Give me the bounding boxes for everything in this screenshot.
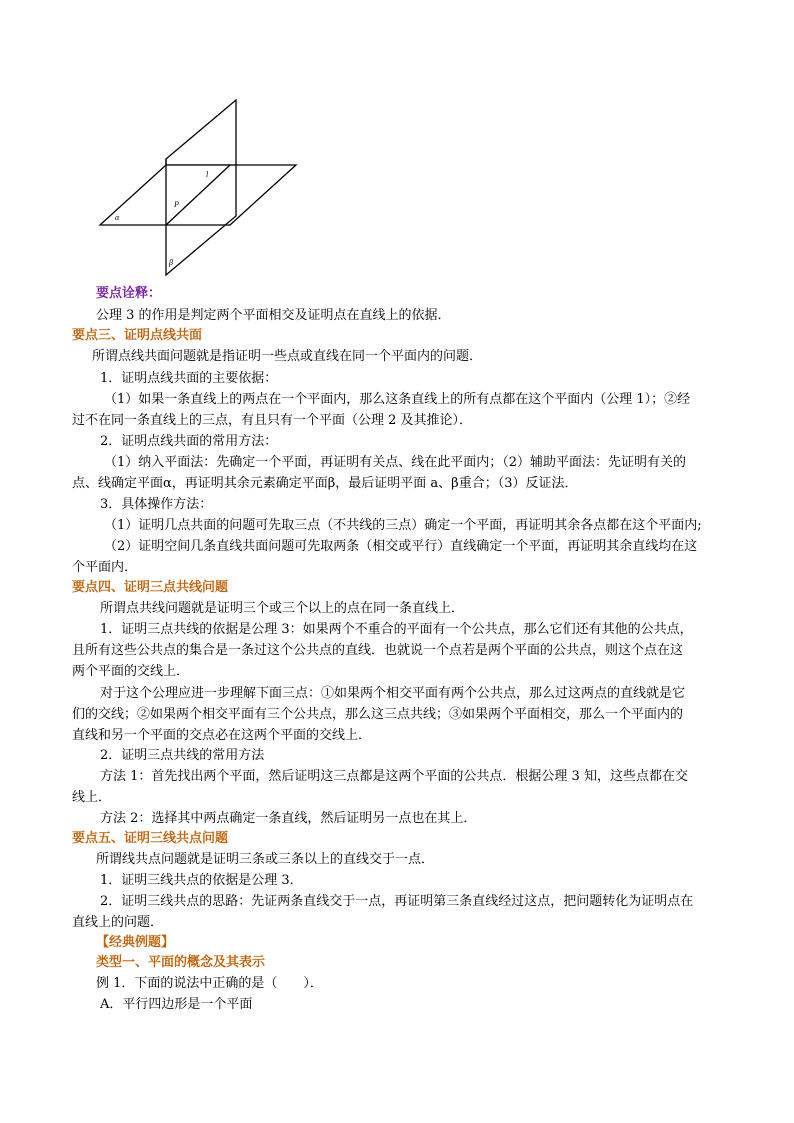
type1-heading: 类型一、平面的概念及其表示 <box>96 955 266 970</box>
paragraph: 所谓点共线问题就是证明三个或三个以上的点在同一条直线上． <box>100 601 465 616</box>
paragraph: （1）如果一条直线上的两点在一个平面内，那么这条直线上的所有点都在这个平面内（公理 1）；②经 <box>104 392 691 407</box>
paragraph: 1．证明三线共点的依据是公理 3． <box>100 873 303 888</box>
paragraph: 点、线确定平面α，再证明其余元素确定平面β，最后证明平面 a、β重合；（3）反证法． <box>72 476 578 491</box>
paragraph: 2．证明三线共点的思路：先证两条直线交于一点，再证明第三条直线经过这点，把问题转化为证明点在 <box>100 894 694 909</box>
section-heading-3: 要点三、证明点线共面 <box>72 328 203 343</box>
paragraph: （1）证明几点共面的问题可先取三点（不共线的三点）确定一个平面，再证明其余各点都在这个平面内; <box>104 518 702 533</box>
paragraph: 线上． <box>72 790 112 805</box>
intersecting-planes-figure <box>95 95 305 280</box>
section-heading-5: 要点五、证明三线共点问题 <box>72 831 229 846</box>
paragraph: 们的交线；②如果两个相交平面有三个公共点，那么这三点共线；③如果两个平面相交，那么一个平面内的 <box>72 707 684 722</box>
label-beta: β <box>169 258 173 267</box>
axiom3-note: 公理 3 的作用是判定两个平面相交及证明点在直线上的依据． <box>96 308 451 323</box>
paragraph: 方法 2：选择其中两点确定一条直线，然后证明另一点也在其上． <box>100 811 477 826</box>
example-1-question: 例 1．下面的说法中正确的是（ ）． <box>96 976 323 991</box>
paragraph: 对于这个公理应进一步理解下面三点：①如果两个相交平面有两个公共点，那么过这两点的直线就是它 <box>100 686 686 701</box>
paragraph: 过不在同一条直线上的三点，有且只有一个平面（公理 2 及其推论）． <box>72 413 473 428</box>
paragraph: 直线上的问题． <box>72 915 164 930</box>
label-alpha: α <box>115 213 120 222</box>
paragraph: 2．证明点线共面的常用方法： <box>100 434 278 449</box>
paragraph: 两个平面的交线上． <box>72 664 190 679</box>
examples-heading: 【经典例题】 <box>96 935 175 950</box>
notes-heading: 要点诠释： <box>96 286 162 301</box>
paragraph: 所谓线共点问题就是证明三条或三条以上的直线交于一点． <box>96 852 435 867</box>
label-P: P <box>174 200 179 209</box>
label-l: l <box>206 170 209 179</box>
paragraph: 直线和另一个平面的交点必在这两个平面的交线上． <box>72 728 372 743</box>
paragraph: 且所有这些公共点的集合是一条过这个公共点的直线．也就说一个点若是两个平面的公共点，则这个点在这 <box>72 643 684 658</box>
paragraph: 方法 1：首先找出两个平面，然后证明这三点都是这两个平面的公共点．根据公理 3 知，这些点都在交 <box>100 769 688 784</box>
paragraph: 2．证明三点共线的常用方法 <box>100 748 265 763</box>
paragraph: 1．证明三点共线的依据是公理 3：如果两个不重合的平面有一个公共点，那么它们还有其他的公共点， <box>100 622 693 637</box>
section-heading-4: 要点四、证明三点共线问题 <box>72 580 229 595</box>
paragraph: 1．证明点线共面的主要依据： <box>100 371 278 386</box>
paragraph: 所谓点线共面问题就是指证明一些点或直线在同一个平面内的问题． <box>92 349 483 364</box>
paragraph: 个平面内． <box>72 560 138 575</box>
paragraph: （2）证明空间几条直线共面问题可先取两条（相交或平行）直线确定一个平面，再证明其余直线均在这 <box>104 539 698 554</box>
paragraph: 3．具体操作方法： <box>100 497 213 512</box>
paragraph: （1）纳入平面法：先确定一个平面，再证明有关点、线在此平面内；（2）辅助平面法：先证明有关的 <box>104 455 687 470</box>
example-1-option-a: A．平行四边形是一个平面 <box>100 997 253 1012</box>
plane-beta-upper <box>166 100 236 165</box>
